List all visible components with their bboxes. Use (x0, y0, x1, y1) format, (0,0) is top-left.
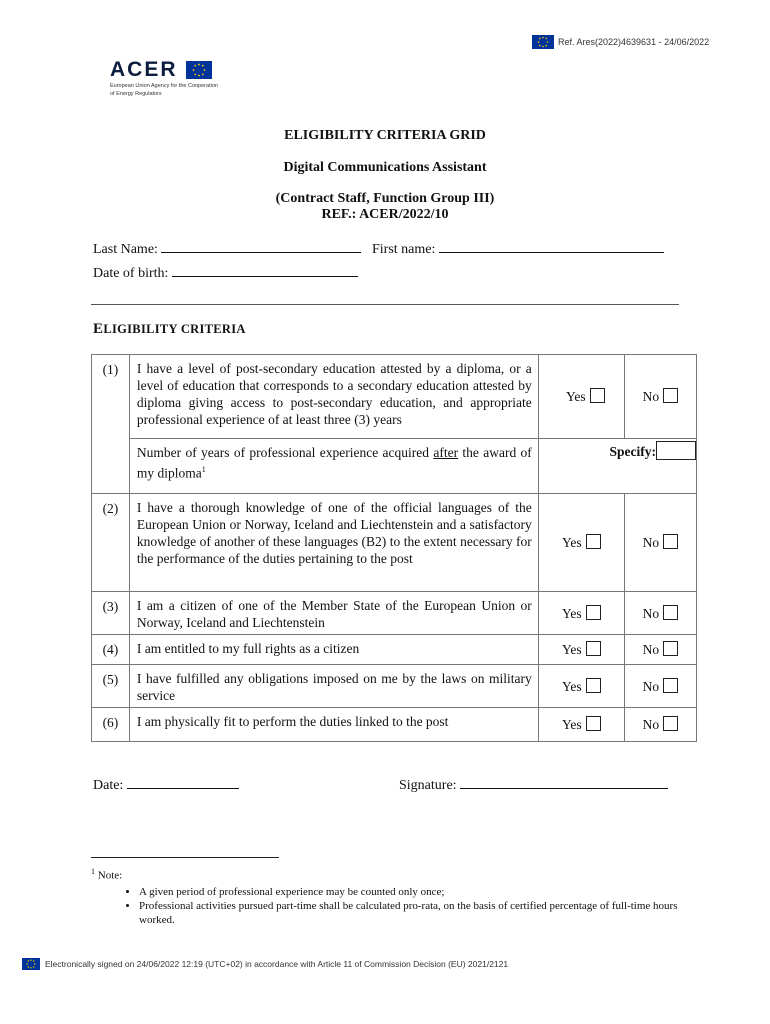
footnote-item: • Professional activities pursued part-time shall be calculated pro-rata, on the basis of certified percentage of full-time hours worked. (139, 899, 681, 927)
last-name-input[interactable] (161, 240, 361, 253)
criteria-text: I am entitled to my full rights as a citizen (129, 635, 538, 665)
criteria-row-5 (92, 665, 697, 708)
date-label: Date: (93, 778, 124, 793)
yes-option (538, 355, 624, 439)
no-checkbox[interactable] (663, 641, 678, 656)
electronic-signature-text: Electronically signed on 24/06/2022 12:19 (UTC+02) in accordance with Article 11 of Commission Decision (EU) 2021/2121 (45, 959, 509, 969)
criteria-text: I have fulfilled any obligations imposed on me by the laws on military service (129, 665, 538, 708)
eu-flag-icon (186, 61, 212, 79)
position-title: Digital Communications Assistant (283, 160, 487, 175)
no-label: No (642, 535, 660, 550)
yes-option (538, 494, 624, 592)
yes-checkbox[interactable] (586, 641, 601, 656)
footnote-rule (91, 857, 279, 858)
no-option (624, 494, 696, 592)
experience-text (129, 439, 538, 494)
no-option (624, 592, 696, 635)
no-label: No (642, 717, 660, 732)
experience-text-underlined: after (433, 445, 459, 460)
yes-label: Yes (561, 605, 582, 621)
footnote-ref: 1 (201, 465, 206, 474)
criteria-row-4 (92, 635, 697, 665)
yes-checkbox[interactable] (586, 534, 601, 549)
no-checkbox[interactable] (663, 605, 678, 620)
yes-label: Yes (561, 535, 582, 550)
yes-label: Yes (561, 678, 582, 694)
yes-option (538, 665, 624, 708)
no-option (624, 665, 696, 708)
criteria-number: (2) (92, 494, 130, 592)
specify-input[interactable] (656, 441, 696, 460)
footnote (91, 865, 681, 927)
no-checkbox[interactable] (663, 388, 678, 403)
experience-text-a: Number of years of professional experience acquired (136, 445, 434, 460)
specify-cell (538, 439, 696, 494)
yes-label: Yes (561, 717, 582, 732)
logo-tagline-2: of Energy Regulators (110, 91, 162, 97)
dob-input[interactable] (172, 264, 358, 277)
logo-tagline-1: European Union Agency for the Cooperation (110, 83, 218, 89)
no-label: No (642, 605, 660, 621)
specify-label: Specify: (609, 444, 656, 459)
criteria-row-2 (92, 494, 697, 592)
footnote-label: Note: (97, 869, 123, 882)
no-checkbox[interactable] (663, 534, 678, 549)
signature-field (399, 776, 668, 794)
first-name-input[interactable] (439, 240, 664, 253)
footnote-item: • A given period of professional experience may be counted only once; (139, 885, 681, 899)
criteria-number: (5) (92, 665, 130, 708)
criteria-number: (6) (92, 708, 130, 742)
criteria-number: (3) (92, 592, 130, 635)
yes-option (538, 592, 624, 635)
section-heading-rest: LIGIBILITY CRITERIA (103, 322, 246, 336)
section-heading (93, 321, 246, 338)
date-field (93, 776, 239, 794)
last-name-field (93, 240, 361, 258)
contract-type: (Contract Staff, Function Group III) (275, 191, 495, 206)
yes-checkbox[interactable] (590, 388, 605, 403)
section-heading-initial: E (93, 321, 104, 337)
yes-option (538, 635, 624, 665)
criteria-row-1 (92, 355, 697, 439)
no-label: No (642, 678, 660, 694)
no-checkbox[interactable] (663, 716, 678, 731)
criteria-row-3 (92, 592, 697, 635)
experience-row (92, 439, 697, 494)
footnote-marker: 1 (91, 867, 95, 876)
acer-logo (110, 58, 218, 98)
yes-label: Yes (561, 642, 582, 657)
no-option (624, 708, 696, 742)
no-option (624, 355, 696, 439)
criteria-text: I have a thorough knowledge of one of the official languages of the European Union or Norway, Iceland and Liechtenstein and a satisfactory knowledge of another of these languages (B2) to the extent necessary for the performance of the duties pertaining to the post (129, 494, 538, 592)
dob-label: Date of birth: (93, 266, 169, 281)
yes-checkbox[interactable] (586, 716, 601, 731)
yes-label: Yes (565, 389, 586, 404)
date-input[interactable] (127, 776, 239, 789)
footnote-list (91, 885, 681, 927)
reference-number: REF.: ACER/2022/10 (321, 207, 449, 222)
eu-flag-icon (532, 35, 554, 49)
electronic-signature-note (22, 958, 508, 970)
criteria-text: I am a citizen of one of the Member State of the European Union or Norway, Iceland and Liechtenstein (129, 592, 538, 635)
ref-stamp-text: Ref. Ares(2022)4639631 - 24/06/2022 (558, 37, 710, 47)
no-label: No (642, 642, 660, 657)
eu-flag-icon (22, 958, 40, 970)
criteria-table (91, 354, 697, 742)
yes-option (538, 708, 624, 742)
divider (91, 304, 679, 305)
first-name-field (372, 240, 664, 258)
first-name-label: First name: (372, 242, 436, 257)
ref-stamp (532, 35, 709, 49)
yes-checkbox[interactable] (586, 678, 601, 693)
no-checkbox[interactable] (663, 678, 678, 693)
criteria-row-6 (92, 708, 697, 742)
signature-label: Signature: (399, 778, 457, 793)
criteria-text: I am physically fit to perform the duties linked to the post (129, 708, 538, 742)
last-name-label: Last Name: (93, 242, 158, 257)
logo-word: ACER (110, 58, 178, 81)
no-label: No (642, 389, 660, 404)
signature-input[interactable] (460, 776, 668, 789)
document-title: ELIGIBILITY CRITERIA GRID (284, 128, 486, 143)
criteria-number: (1) (92, 355, 130, 494)
criteria-text: I have a level of post-secondary education attested by a diploma, or a level of education that corresponds to a secondary education attested by diploma giving access to post-secondary education, and appropriate professional experience of at least three (3) years (129, 355, 538, 439)
dob-field (93, 264, 358, 282)
yes-checkbox[interactable] (586, 605, 601, 620)
criteria-number: (4) (92, 635, 130, 665)
no-option (624, 635, 696, 665)
experience-text-b: the award of my diploma (136, 445, 532, 481)
